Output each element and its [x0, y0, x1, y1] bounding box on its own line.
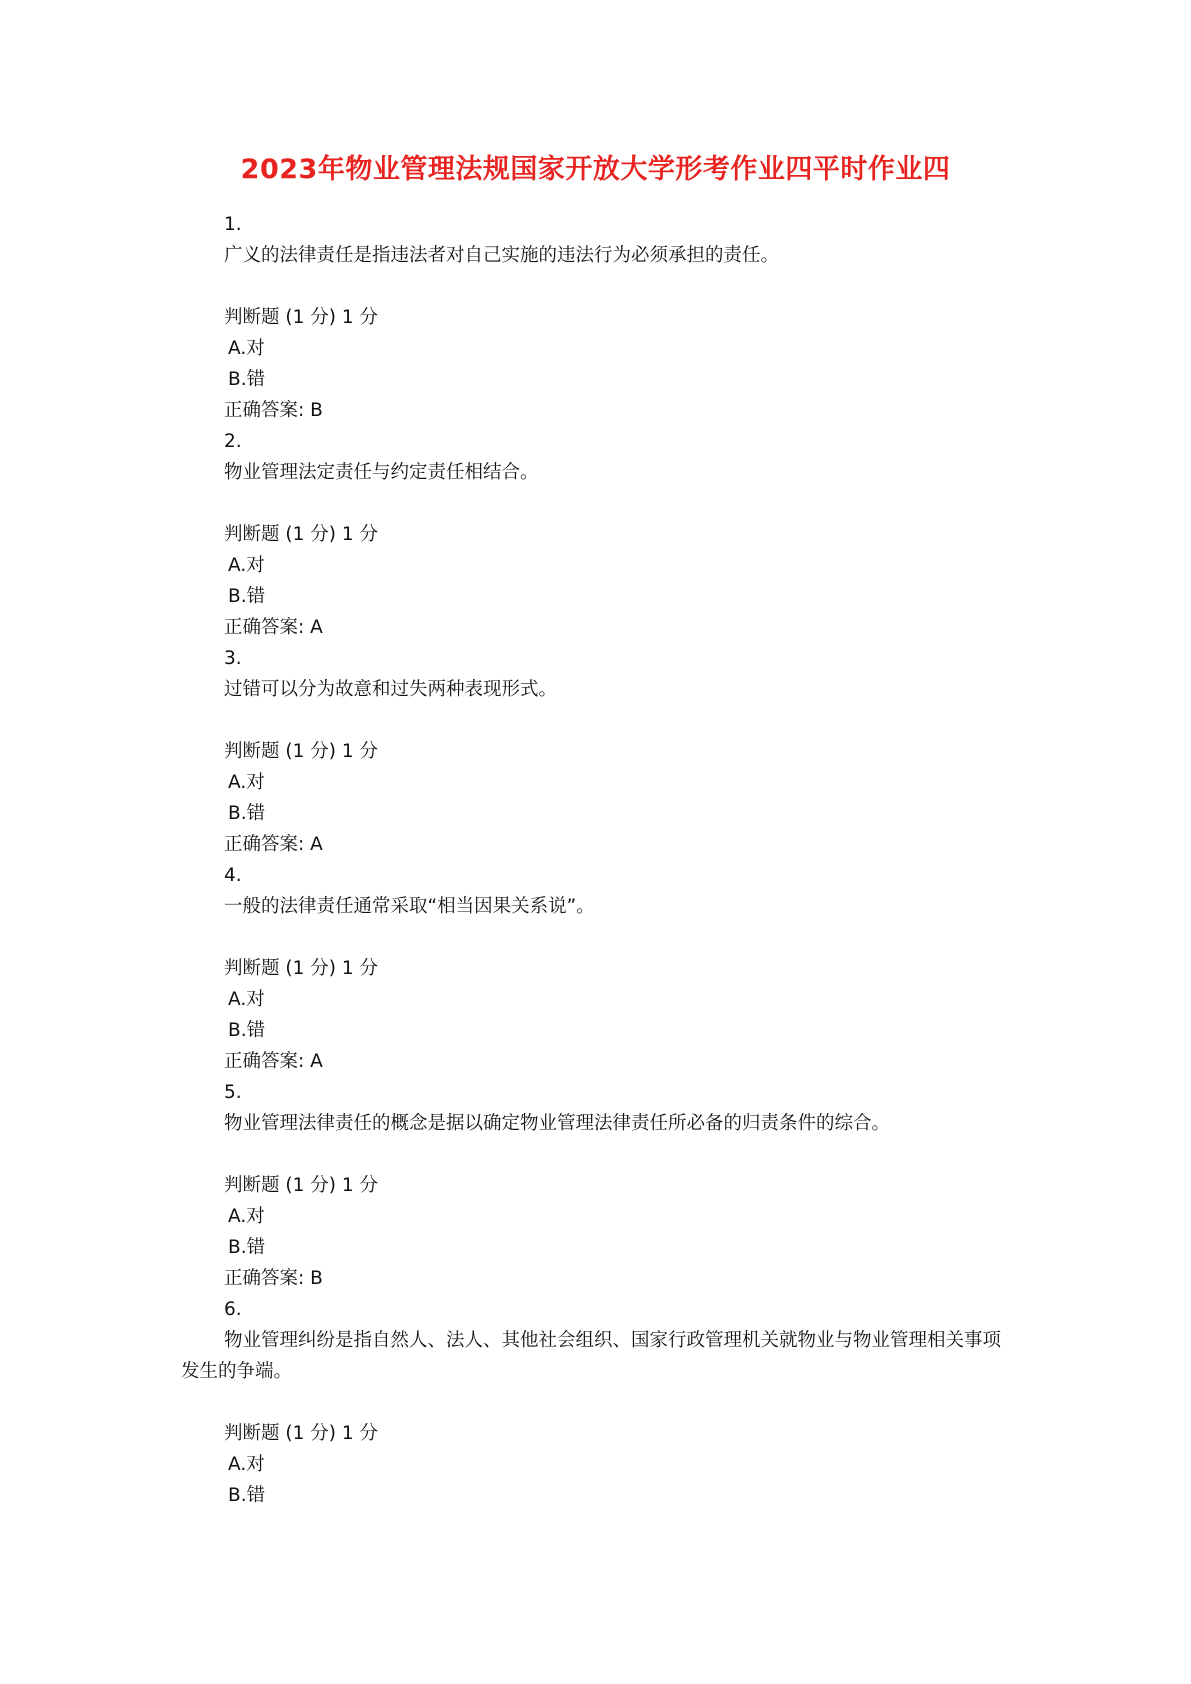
question-2	[0, 426, 1191, 643]
option-b: B.错	[228, 1020, 266, 1041]
question-type: 判断题 (1 分) 1 分	[224, 958, 378, 979]
option-a: A.对	[228, 1206, 265, 1227]
question-stem: 物业管理法定责任与约定责任相结合。	[224, 462, 539, 483]
question-3	[0, 643, 1191, 860]
option-a: A.对	[228, 772, 265, 793]
option-a: A.对	[228, 555, 265, 576]
option-b: B.错	[228, 369, 266, 390]
option-b: B.错	[228, 803, 266, 824]
question-type: 判断题 (1 分) 1 分	[224, 1175, 378, 1196]
option-b: B.错	[228, 586, 266, 607]
correct-answer: 正确答案: A	[224, 617, 323, 638]
document-title: 2023年物业管理法规国家开放大学形考作业四平时作业四	[240, 154, 951, 185]
question-number: 1.	[224, 214, 242, 235]
correct-answer: 正确答案: A	[224, 834, 323, 855]
question-number: 6.	[224, 1299, 242, 1320]
question-number: 4.	[224, 865, 242, 886]
question-type: 判断题 (1 分) 1 分	[224, 524, 378, 545]
option-b: B.错	[228, 1237, 266, 1258]
question-stem: 一般的法律责任通常采取“相当因果关系说”。	[224, 896, 595, 917]
question-type: 判断题 (1 分) 1 分	[224, 307, 378, 328]
question-type: 判断题 (1 分) 1 分	[224, 741, 378, 762]
question-5	[0, 1077, 1191, 1294]
question-stem: 广义的法律责任是指违法者对自己实施的违法行为必须承担的责任。	[224, 245, 780, 266]
option-a: A.对	[228, 989, 265, 1010]
question-4	[0, 860, 1191, 1077]
correct-answer: 正确答案: A	[224, 1051, 323, 1072]
question-number: 3.	[224, 648, 242, 669]
correct-answer: 正确答案: B	[224, 1268, 323, 1289]
question-type: 判断题 (1 分) 1 分	[224, 1423, 378, 1444]
question-1	[0, 209, 1191, 426]
option-a: A.对	[228, 338, 265, 359]
question-number: 5.	[224, 1082, 242, 1103]
option-b: B.错	[228, 1485, 266, 1506]
option-a: A.对	[228, 1454, 265, 1475]
question-6	[0, 1294, 1191, 1511]
question-stem: 过错可以分为故意和过失两种表现形式。	[224, 679, 558, 700]
question-number: 2.	[224, 431, 242, 452]
question-stem: 物业管理纠纷是指自然人、法人、其他社会组织、国家行政管理机关就物业与物业管理相关事项发生的争端。	[181, 1330, 1002, 1382]
question-list	[0, 209, 1191, 1511]
question-stem: 物业管理法律责任的概念是据以确定物业管理法律责任所必备的归责条件的综合。	[224, 1113, 891, 1134]
correct-answer: 正确答案: B	[224, 400, 323, 421]
